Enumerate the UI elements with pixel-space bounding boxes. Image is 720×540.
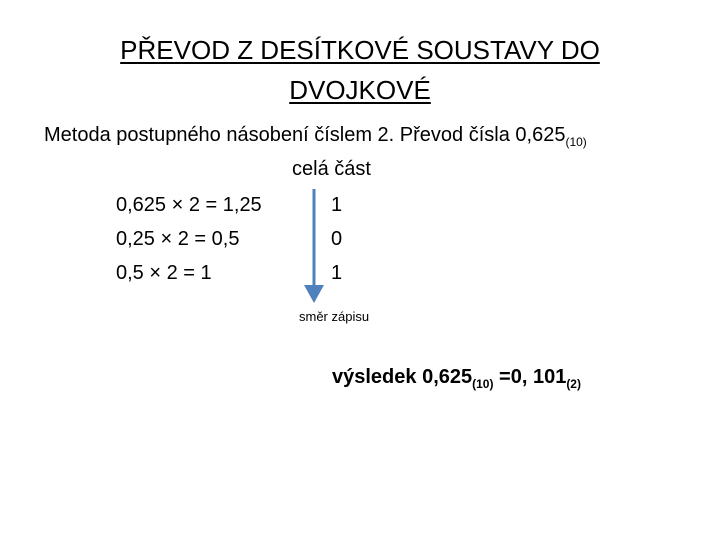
calc-row-expression: 0,625 × 2 = 1,25	[116, 194, 262, 216]
calc-row-digit: 0	[331, 228, 343, 250]
method-description	[44, 124, 587, 149]
calc-row-expression: 0,5 × 2 = 1	[116, 262, 212, 284]
integer-part-header: celá část	[292, 158, 371, 180]
direction-label: směr zápisu	[299, 309, 370, 324]
result	[332, 366, 581, 391]
arrow-down-icon	[300, 187, 328, 307]
result-subscript-2: (2)	[566, 377, 581, 391]
result-value: =0, 101	[493, 366, 567, 388]
calc-row-digit: 1	[331, 262, 343, 284]
base-subscript: (10)	[565, 135, 587, 149]
method-text: Metoda postupného násobení číslem 2. Převod čísla 0,625	[44, 124, 566, 146]
result-subscript-10: (10)	[472, 377, 494, 391]
result-prefix: výsledek 0,625	[332, 366, 473, 388]
calc-row-expression: 0,25 × 2 = 0,5	[116, 228, 240, 250]
page-title: PŘEVOD Z DESÍTKOVÉ SOUSTAVY DO DVOJKOVÉ	[120, 35, 600, 105]
calc-row-digit: 1	[331, 194, 343, 216]
